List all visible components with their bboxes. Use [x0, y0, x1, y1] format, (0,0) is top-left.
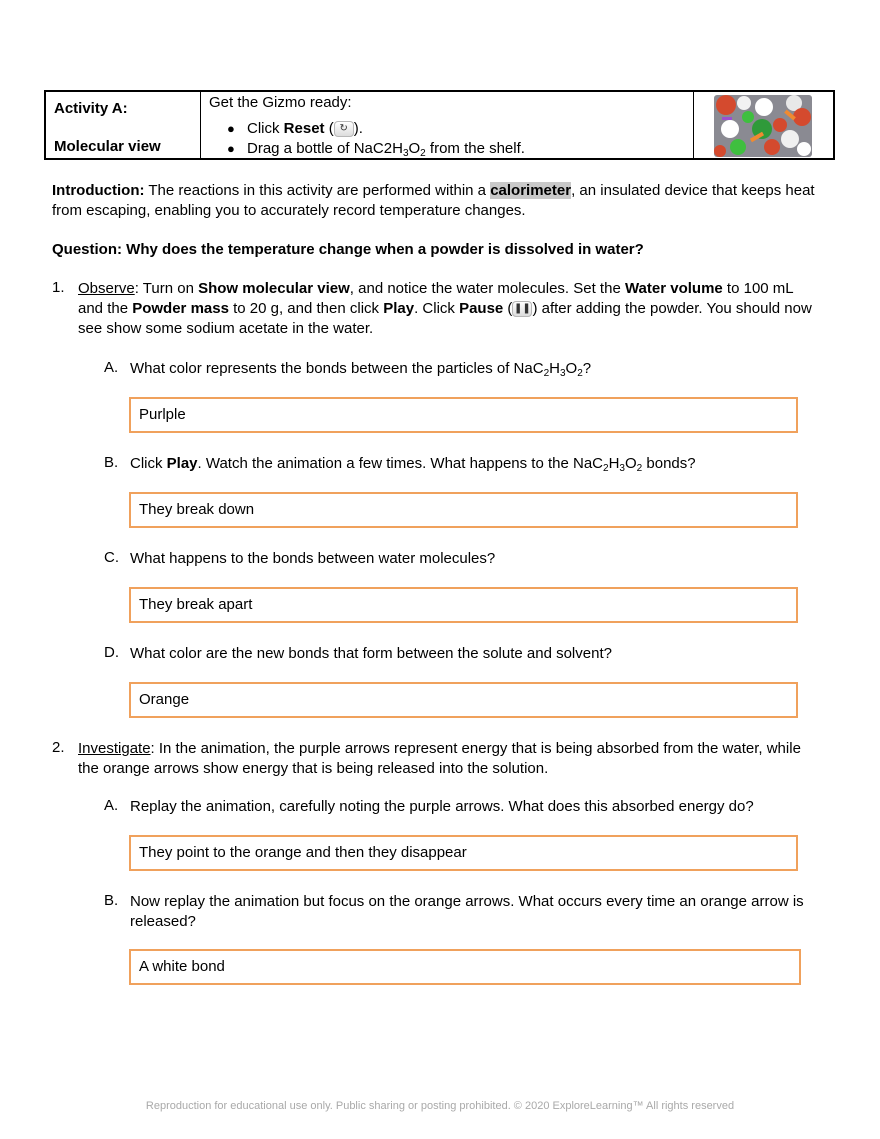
q1c-letter: C. — [104, 549, 119, 566]
q1-number: 1. — [52, 279, 65, 296]
q1d-letter: D. — [104, 644, 119, 661]
step-drag-bottle: ● Drag a bottle of $NaC2H_3O_2$ from the shelf. — [247, 139, 689, 159]
q1a-answer-field[interactable]: Purlple — [129, 397, 798, 433]
q1a-prompt: What color represents the bonds between the particles of $NaC_2H_3O_2$? — [130, 360, 592, 379]
gizmo-ready-heading: Get the Gizmo ready: — [209, 94, 352, 111]
q2-text: Investigate: In the animation, the purple arrows represent energy that is being absorbed from the water, while the orange arrows show energy that is being released into the solution. — [78, 740, 801, 777]
q1b-answer-field[interactable]: They break down — [129, 492, 798, 528]
gizmo-thumbnail-cell — [693, 92, 833, 158]
activity-subtitle: Molecular view — [54, 138, 161, 155]
footer-copyright: Reproduction for educational use only. Public sharing or posting prohibited. © 2020 ExploreLearning™ All rights reserved — [145, 1100, 735, 1112]
q2b-answer-field[interactable]: A white bond — [129, 949, 801, 985]
q1c-prompt: What happens to the bonds between water molecules? — [130, 550, 496, 567]
q2a-letter: A. — [104, 797, 119, 814]
q1b-letter: B. — [104, 454, 119, 471]
step-reset: ● Click Reset ( ↻ ). — [247, 119, 689, 139]
q1d-answer-field[interactable]: Orange — [129, 682, 798, 718]
q1c-answer-field[interactable]: They break apart — [129, 587, 798, 623]
q1b-prompt: Click Play. Watch the animation a few times. What happens to the $NaC_2H_3O_2$ bonds? — [130, 455, 696, 474]
q2a-answer-field[interactable]: They point to the orange and then they disappear — [129, 835, 798, 871]
gizmo-ready-steps — [209, 119, 689, 159]
q1a-letter: A. — [104, 359, 119, 376]
q1-text: Observe: Turn on Show molecular view, and notice the water molecules. Set the Water volume to 100 mL and the Powder mass to 20 g, and then click Play. Click Pause ( ❚❚ ) after adding the powder. You should now see show some sodium acetate in the water. — [78, 280, 812, 337]
main-question: Question: Why does the temperature change when a powder is dissolved in water? — [52, 241, 644, 258]
q2-number: 2. — [52, 739, 65, 756]
introduction-paragraph: Introduction: The reactions in this activity are performed within a calorimeter, an insulated device that keeps heat from escaping, enabling you to accurately record temperature changes. — [52, 182, 815, 219]
pause-icon: ❚❚ — [512, 301, 532, 317]
calorimeter-highlight: calorimeter — [490, 182, 572, 199]
reset-icon: ↻ — [334, 121, 354, 137]
q2a-prompt: Replay the animation, carefully noting the purple arrows. What does this absorbed energy do? — [130, 798, 754, 815]
q1d-prompt: What color are the new bonds that form between the solute and solvent? — [130, 645, 612, 662]
gizmo-molecules-thumbnail-icon — [714, 95, 812, 157]
activity-title-cell — [46, 92, 201, 158]
gizmo-ready-cell — [209, 94, 689, 159]
q2b-letter: B. — [104, 892, 119, 909]
q2b-prompt: Now replay the animation but focus on the orange arrows. What occurs every time an orange arrow is released? — [130, 893, 804, 930]
activity-header-table — [44, 90, 835, 160]
activity-label: Activity A: — [54, 100, 128, 117]
